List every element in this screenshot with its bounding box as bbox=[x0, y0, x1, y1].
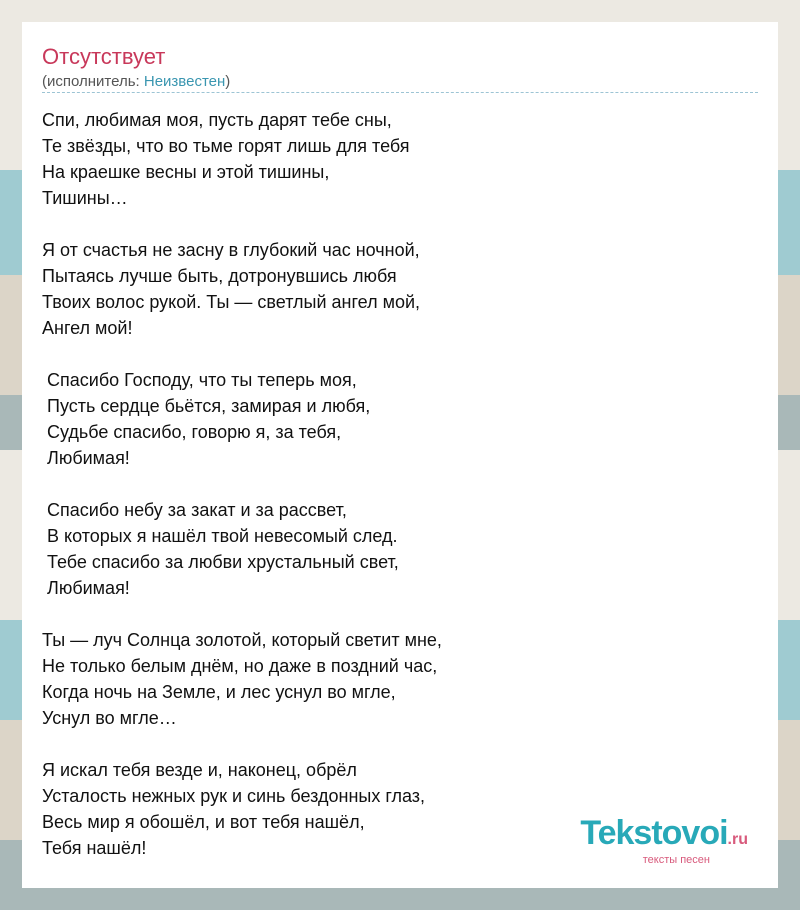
artist-prefix: (исполнитель: bbox=[42, 73, 144, 90]
artist-suffix: ) bbox=[225, 73, 231, 90]
site-logo[interactable] bbox=[528, 815, 748, 866]
lyric-line: В которых я нашёл твой невесомый след. bbox=[42, 526, 398, 546]
lyric-line: Уснул во мгле… bbox=[42, 708, 177, 728]
lyric-line: Ангел мой! bbox=[42, 318, 133, 338]
lyric-line: На краешке весны и этой тишины, bbox=[42, 162, 330, 182]
blank-line bbox=[42, 601, 758, 627]
lyric-line: Спасибо Господу, что ты теперь моя, bbox=[42, 370, 357, 390]
title-divider bbox=[42, 92, 758, 93]
lyric-line: Пусть сердце бьётся, замирая и любя, bbox=[42, 396, 371, 416]
blank-line bbox=[42, 731, 758, 757]
song-title: Отсутствует bbox=[42, 44, 166, 69]
lyric-line: Когда ночь на Земле, и лес уснул во мгле, bbox=[42, 682, 396, 702]
lyric-line: Спи, любимая моя, пусть дарят тебе сны, bbox=[42, 110, 392, 130]
lyric-line: Твоих волос рукой. Ты — светлый ангел мой, bbox=[42, 292, 421, 312]
lyric-line: Любимая! bbox=[42, 448, 130, 468]
artist-line bbox=[42, 73, 230, 90]
lyric-line: Тебе спасибо за любви хрустальный свет, bbox=[42, 552, 399, 572]
lyric-line: Я от счастья не засну в глубокий час ночной, bbox=[42, 240, 420, 260]
lyric-line: Тебя нашёл! bbox=[42, 838, 147, 858]
lyric-line: Не только белым днём, но даже в поздний час, bbox=[42, 656, 438, 676]
lyric-line: Судьбе спасибо, говорю я, за тебя, bbox=[42, 422, 342, 442]
lyric-line: Спасибо небу за закат и за рассвет, bbox=[42, 500, 347, 520]
lyric-line: Пытаясь лучше быть, дотронувшись любя bbox=[42, 266, 397, 286]
lyrics-card bbox=[22, 22, 778, 888]
logo-tld: .ru bbox=[727, 831, 748, 848]
lyric-line: Те звёзды, что во тьме горят лишь для тебя bbox=[42, 136, 410, 156]
lyric-line: Ты — луч Солнца золотой, который светит мне, bbox=[42, 630, 442, 650]
lyric-line: Я искал тебя везде и, наконец, обрёл bbox=[42, 760, 357, 780]
blank-line bbox=[42, 211, 758, 237]
blank-line bbox=[42, 471, 758, 497]
artist-link[interactable]: Неизвестен bbox=[143, 73, 226, 90]
logo-wordmark bbox=[528, 815, 748, 858]
logo-name: Tekstovoi bbox=[580, 814, 728, 852]
lyric-line: Усталость нежных рук и синь бездонных глаз, bbox=[42, 786, 426, 806]
blank-line bbox=[42, 341, 758, 367]
lyric-line: Весь мир я обошёл, и вот тебя нашёл, bbox=[42, 812, 365, 832]
lyrics-text bbox=[42, 107, 758, 861]
logo-tagline: тексты песен bbox=[642, 854, 710, 866]
lyric-line: Тишины… bbox=[42, 188, 128, 208]
lyric-line: Любимая! bbox=[42, 578, 130, 598]
